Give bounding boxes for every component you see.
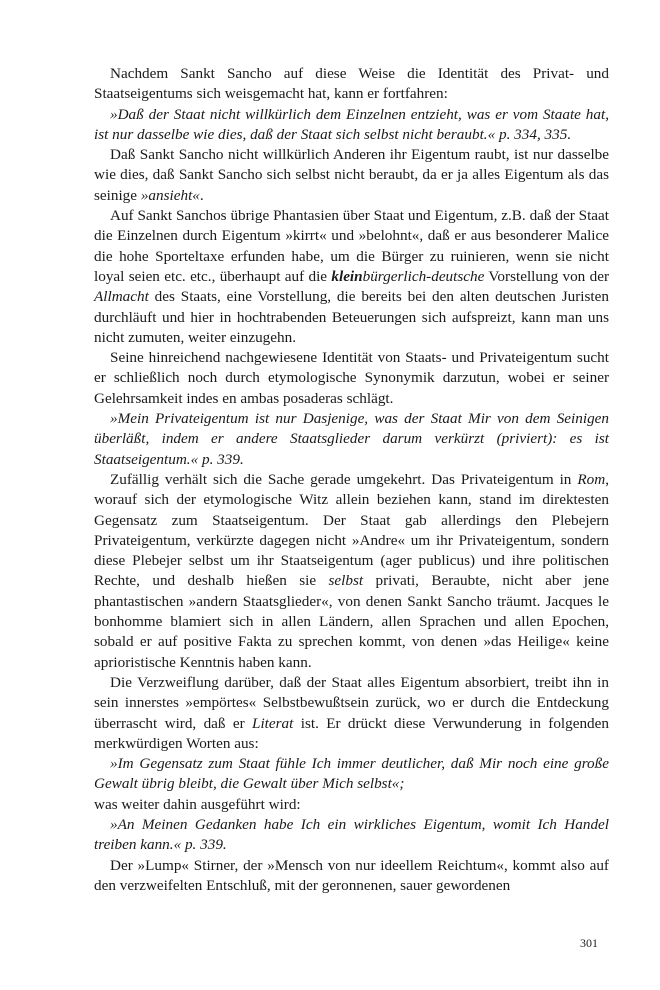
paragraph xyxy=(94,206,609,348)
emphasized-text: Rom xyxy=(577,470,606,488)
text-run: ist. Er drückt diese Verwunderung in folgenden merkwürdigen Worten aus: xyxy=(94,714,609,752)
emphasized-text: selbst xyxy=(328,572,364,590)
text-run: Der »Lump« Stirner, der »Mensch von nur ideellem Reichtum«, kommt also auf den verzweifelten Entschluß, mit der geronnenen, sauer gewordenen xyxy=(94,856,609,894)
text-run: des Staats, eine Vorstellung, die bereits bei den alten deutschen Juristen durchläuft und hier in hochtrabenden Beteuerungen sich aufspreizt, kann man uns nicht zumuten, weiter einzugehn. xyxy=(94,288,609,346)
emphasized-text: »ansieht« xyxy=(140,186,200,204)
paragraph xyxy=(94,856,609,897)
text-run: Seine hinreichend nachgewiesene Identität von Staats- und Privateigentum sucht er schließlich noch durch etymologische Synonymik darzutun, wobei er seiner Gelehrsamkeit indes en ambas posaderas schlägt. xyxy=(94,349,609,407)
text-run: Die Verzweiflung darüber, daß der Staat alles Eigentum absorbiert, treibt ihn in sein innerstes »empörtes« Selbstbewußtsein zurück, wo er durch die Entdeckung überrascht wird, daß er xyxy=(94,673,609,732)
page-number: 301 xyxy=(580,936,598,950)
quotation-paragraph xyxy=(94,409,609,470)
paragraph xyxy=(94,470,609,673)
quotation-paragraph xyxy=(94,754,609,795)
text-run: »Im Gegensatz zum Staat fühle Ich immer deutlicher, daß Mir noch eine große Gewalt übrig bleibt, die Gewalt über Mich selbst«; xyxy=(94,755,609,793)
text-run: privati, Beraubte, nicht aber jene phantastischen »andern Staatsglieder«, von denen Sankt Sancho träumt. Jacques le bonhomme blamiert sich in allen Ländern, allen Sprachen und allen Epochen, sobald er auf positive Fakta zu sprechen kommt, von denen »das Heilige« keine aprioristische Kenntnis haben kann. xyxy=(94,572,609,671)
emphasized-text: Allmacht xyxy=(94,288,149,306)
emphasized-text: Literat xyxy=(252,714,294,732)
text-run: Auf Sankt Sanchos übrige Phantasien über Staat und Eigentum, z.B. daß der Staat die Einzelnen durch Eigentum »kirrt« und »belohnt«, daß er aus besonderer Malice die hohe Sporteltaxe erfunden habe, um die Bürger zu ruinieren, wenn sie nicht loyal seien etc. etc., überhaupt auf die xyxy=(94,207,609,285)
paragraph xyxy=(94,673,609,754)
text-run: Nachdem Sankt Sancho auf diese Weise die Identität des Privat- und Staatseigentums sich weisgemacht hat, kann er fortfahren: xyxy=(94,65,609,103)
quotation-paragraph xyxy=(94,105,609,146)
text-run: »Mein Privateigentum ist nur Dasjenige, was der Staat Mir von dem Seinigen überläßt, indem er andere Staatsglieder darum verkürzt (priviert): es ist Staatseigentum.« p. 339. xyxy=(94,410,609,468)
paragraph xyxy=(94,64,609,105)
paragraph xyxy=(94,348,609,409)
text-run: »Daß der Staat nicht willkürlich dem Einzelnen entzieht, was er vom Staate hat, ist nur dasselbe wie dies, daß der Staat sich selbst nicht beraubt.« p. 334, 335. xyxy=(94,105,609,143)
text-run: »An Meinen Gedanken habe Ich ein wirkliches Eigentum, womit Ich Handel treiben kann.« p. 339. xyxy=(94,815,609,854)
text-run: , worauf sich der etymologische Witz allein beziehen kann, stand im direktesten Gegensatz zum Staatseigentum. Der Staat gab allerdings den Plebejern Privateigentum, verkürzte dagegen nicht »Andre« um ihr Privateigentum, sondern diese Plebejer selbst um ihr Staatseigentum (ager publicus) und ihre politischen Rechte, und deshalb hießen sie xyxy=(94,470,609,590)
paragraph xyxy=(94,795,609,815)
emphasized-text: klein xyxy=(331,267,363,285)
body-text xyxy=(94,64,609,896)
emphasized-text: bürgerlich-deutsche xyxy=(362,267,485,285)
text-run: Daß Sankt Sancho nicht willkürlich Anderen ihr Eigentum raubt, ist nur dasselbe wie dies, daß Sankt Sancho sich selbst nicht beraubt, da er ja alles Eigentum als das seinige xyxy=(94,146,609,204)
paragraph xyxy=(94,145,609,206)
text-run: . xyxy=(199,186,204,204)
text-run: was weiter dahin ausgeführt wird: xyxy=(94,795,301,813)
text-run: Vorstellung von der xyxy=(484,267,610,285)
quotation-paragraph xyxy=(94,815,609,856)
text-run: Zufällig verhält sich die Sache gerade umgekehrt. Das Privateigentum in xyxy=(110,470,578,488)
